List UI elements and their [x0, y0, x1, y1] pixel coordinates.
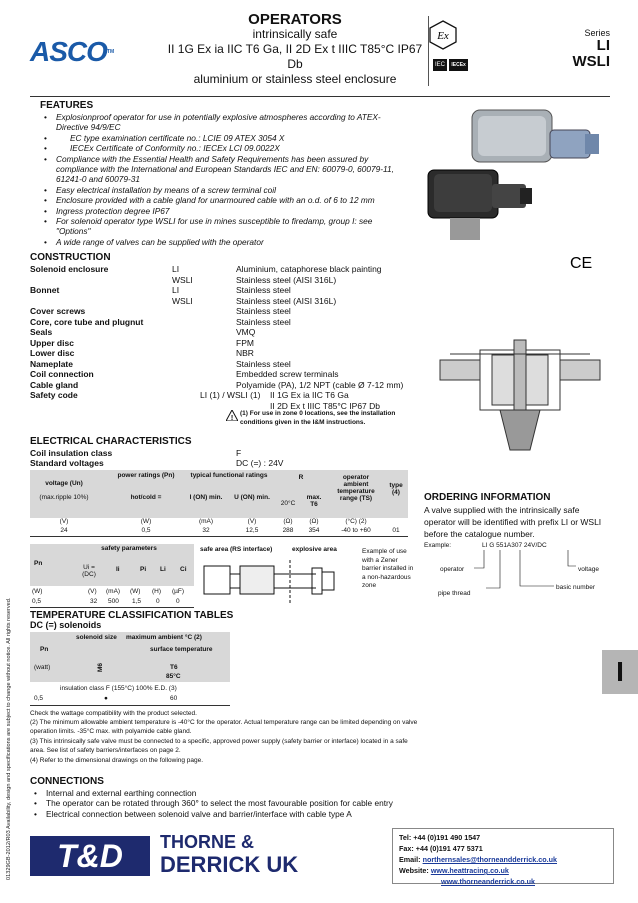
sp-col: Ui = (DC) — [82, 564, 96, 578]
construction-row: WSLI Stainless steel (AISI 316L) — [172, 295, 337, 306]
warning-icon — [226, 410, 238, 421]
product-photo — [420, 100, 620, 250]
etab-voltage: voltage (Un) — [45, 480, 83, 487]
construction-row: Lower disc NBR — [30, 348, 254, 358]
ex-hexagon-icon — [428, 20, 458, 50]
feature-item: • IECEx Certificate of Conformity no.: IECEx LCI 09.0022X — [40, 143, 395, 153]
electrical-table-body — [30, 518, 408, 537]
label-voltage: voltage — [578, 566, 599, 573]
construction-row-safety-2: II 2D Ex t IIIC T85°C IP67 Db — [270, 400, 381, 411]
electrical-heading: ELECTRICAL CHARACTERISTICS — [30, 436, 192, 447]
email-label: Email: — [399, 855, 421, 864]
etab-unit: (°C) (2) — [345, 518, 367, 525]
tt-watt: (watt) — [34, 664, 51, 671]
tt-m6: M6 — [97, 662, 105, 673]
footnote: (3) This intrinsically safe valve must be connected to a specific, approved power supply (safety barrier or interface) located in a safe area. See list of safety barriers/interfaces on page 2. — [30, 738, 408, 754]
series-block — [570, 28, 610, 70]
construction-row: Cover screws Stainless steel — [30, 306, 291, 316]
company-name-2: DERRICK UK — [160, 852, 299, 877]
temperature-sub: DC (=) solenoids — [30, 620, 102, 630]
website-link-2[interactable]: www.thorneanderrick.co.uk — [441, 877, 535, 886]
feature-item: • Enclosure provided with a cable gland for unarmoured cable with an o.d. of 6 to 12 mm — [40, 195, 395, 205]
ce-mark-icon — [570, 254, 592, 270]
sp-col: Ii — [116, 566, 120, 573]
td-logo: T&D — [30, 836, 150, 876]
check-note: Check the wattage compatibility with the product selected. — [30, 710, 197, 717]
subtitle-2: II 1G Ex ia IIC T6 Ga, II 2D Ex t IIIC T85°C IP67 Db — [167, 42, 423, 71]
construction-row: Bonnet LI Stainless steel — [30, 285, 291, 295]
construction-row: Coil connection Embedded screw terminals — [30, 369, 339, 379]
etab-ion: I (ON) min. — [189, 494, 223, 501]
temperature-heading: TEMPERATURE CLASSIFICATION TABLES — [30, 610, 234, 621]
tt-85c: 85°C — [166, 673, 181, 680]
safe-area-label: safe area (RS interface) — [200, 546, 273, 553]
safety-note: (1) For use in zone 0 locations, see the installation conditions given in the I&M instructions. — [240, 410, 396, 426]
zener-example-note: Example of use with a Zener barrier installed in a non-hazardous zone — [362, 548, 414, 590]
tt-size: solenoid size — [76, 634, 117, 641]
tt-surface: surface temperature — [150, 646, 213, 653]
ordering-heading: ORDERING INFORMATION — [424, 492, 551, 503]
feature-item: • Compliance with the Essential Health and Safety Requirements has been assured by compliance with the International and European Standards IEC and EN: 60079-0, 60079-11, 61241-0 and 60079-31 — [40, 154, 395, 185]
tt-pn: Pn — [40, 646, 49, 653]
feature-item: • Explosionproof operator for use in potentially explosive atmospheres according to ATEX-Directive 94/9/EC — [40, 112, 395, 133]
sp-col: Pn — [34, 560, 43, 567]
etab-unit: (W) — [140, 518, 152, 525]
etab-type: type (4) — [389, 482, 403, 496]
footnote: (2) The minimum allowable ambient temperature is -40°C for the operator. Actual temperature range can be limited depending on valve operation limits. -35°C max. with polyamide cable gland. — [30, 719, 418, 735]
etab-value: 32 — [202, 527, 210, 534]
construction-row: WSLI Stainless steel (AISI 316L) — [172, 274, 337, 285]
etab-typical: typical functional ratings — [190, 472, 268, 479]
features-list — [40, 112, 395, 247]
footnote: (4) Refer to the dimensional drawings on the following page. — [30, 757, 204, 764]
etab-hotcold: hot/cold = — [130, 494, 162, 501]
connections-heading: CONNECTIONS — [30, 776, 104, 787]
feature-item: • A wide range of valves can be supplied with the operator — [40, 237, 395, 247]
company-logo — [24, 830, 374, 880]
tt-max-amb: maximum ambient °C (2) — [126, 634, 202, 641]
feature-item: • Easy electrical installation by means of a screw terminal coil — [40, 185, 395, 195]
barrier-diagram — [200, 558, 340, 606]
email-link[interactable]: northernsales@thorneandderrick.co.uk — [422, 855, 557, 864]
connection-item: • Electrical connection between solenoid valve and barrier/interface with cable type A — [30, 809, 430, 819]
features-heading: FEATURES — [40, 100, 94, 111]
etab-20c: 20°C — [280, 500, 296, 507]
company-name-1: THORNE & — [160, 832, 254, 852]
construction-row: Cable gland Polyamide (PA), 1/2 NPT (cable Ø 7-12 mm) — [30, 379, 404, 390]
iecex-icon: IECEx — [449, 59, 467, 71]
svg-text:CE: CE — [570, 255, 592, 270]
series-li: LI — [596, 37, 610, 54]
etab-ripple: (max.ripple 10%) — [39, 494, 89, 501]
etab-maxt6: max. T6 — [306, 494, 322, 508]
feature-item: • EC type examination certificate no.: LCIE 09 ATEX 3054 X — [40, 133, 395, 143]
construction-row: Nameplate Stainless steel — [30, 358, 291, 369]
contact-tel: Tel: +44 (0)191 490 1547 — [399, 833, 481, 842]
cross-section-drawing — [430, 330, 610, 460]
construction-row: Seals VMQ — [30, 327, 256, 337]
voltage-label: Standard voltages — [30, 458, 104, 468]
subtitle-3: aluminium or stainless steel enclosure — [193, 72, 397, 86]
etab-value: 288 — [282, 527, 294, 534]
connections-list — [30, 788, 430, 819]
page-title: OPERATORS — [248, 11, 342, 28]
asco-logo: ASCO™ — [30, 36, 115, 67]
series-wsli: WSLI — [572, 53, 610, 70]
connection-item: • Internal and external earthing connection — [30, 788, 430, 798]
construction-row: Solenoid enclosure LI Aluminium, cataphorese black painting — [30, 264, 382, 274]
etab-unit: (V) — [247, 518, 257, 525]
tt-t6: T6 — [170, 664, 178, 671]
feature-item: • Ingress protection degree IP67 — [40, 206, 395, 216]
svg-text:!: ! — [230, 415, 234, 421]
etab-value: 354 — [308, 527, 320, 534]
construction-row: Upper disc FPM — [30, 337, 254, 348]
ex-text: Ex — [437, 30, 449, 42]
sp-col: Ci — [180, 566, 187, 573]
etab-unit: (mA) — [198, 518, 214, 525]
etab-unit: (Ω) — [283, 518, 293, 525]
label-basic-number: basic number — [556, 584, 596, 591]
etab-uon: U (ON) min. — [234, 494, 270, 501]
tt-insulation: insulation class F (155°C) 100% E.D. (3) — [60, 685, 177, 692]
sp-col: Pi — [140, 566, 147, 573]
iec-logos — [433, 58, 479, 76]
subtitle-1: intrinsically safe — [252, 27, 338, 41]
series-label: Series — [584, 28, 610, 38]
sp-values-row: 0,5 32 500 1,5 0 0 — [30, 598, 194, 608]
etab-r: R — [298, 474, 304, 481]
label-operator: operator — [440, 566, 465, 573]
etab-value: 24 — [60, 527, 68, 534]
construction-row: Core, core tube and plugnut Stainless steel — [30, 316, 291, 327]
explosive-area-label: explosive area — [292, 546, 337, 553]
tt-value-row: 0,5 ● 60 — [30, 695, 230, 706]
header-title-block — [160, 12, 430, 87]
etab-value: -40 to +60 — [341, 527, 371, 534]
etab-unit: (Ω) — [309, 518, 319, 525]
coil-label: Coil insulation class — [30, 448, 113, 458]
contact-fax: Fax: +44 (0)191 477 5371 — [399, 844, 483, 853]
website-label: Website: — [399, 866, 429, 875]
connection-item: • The operator can be rotated through 360° to select the most favourable position for cable entry — [30, 798, 430, 808]
safety-params-heading: safety parameters — [101, 545, 157, 552]
sp-col: Li — [160, 566, 166, 573]
etab-power: power ratings (Pn) — [117, 472, 175, 479]
example-label: Example: — [424, 542, 452, 549]
construction-heading: CONSTRUCTION — [30, 252, 111, 263]
website-link[interactable]: www.heattracing.co.uk — [430, 866, 509, 875]
ordering-text: A valve supplied with the intrinsically safe operator will be identified with prefix LI or WSLI before the catalogue number. — [424, 505, 602, 539]
iec-icon: IEC — [433, 59, 447, 71]
construction-table — [30, 264, 420, 411]
contact-box — [392, 828, 614, 884]
feature-item: • For solenoid operator type WSLI for use in mines susceptible to firedamp, group I: see "Options" — [40, 216, 395, 237]
label-pipe-thread: pipe thread — [438, 590, 471, 597]
voltage-value: DC (=) : 24V — [236, 458, 284, 468]
coil-value: F — [236, 448, 242, 458]
etab-ambient: operator ambient temperature range (TS) — [337, 474, 375, 502]
etab-value: 0,5 — [141, 527, 151, 534]
example-code: LI G 551A307 24V/DC — [482, 542, 547, 549]
side-disclaimer: 01329GB-2012/R03 Availability, design and specifications are subject to change without notice. All rights reserved. — [6, 597, 12, 880]
etab-value: 01 — [392, 527, 400, 534]
header-rule — [30, 96, 610, 97]
etab-unit: (V) — [59, 518, 69, 525]
etab-value: 12,5 — [245, 527, 259, 534]
construction-row-safety: Safety code LI (1) / WSLI (1) II 1G Ex ia IIC T6 Ga — [30, 390, 349, 400]
section-tab: I — [602, 650, 638, 694]
